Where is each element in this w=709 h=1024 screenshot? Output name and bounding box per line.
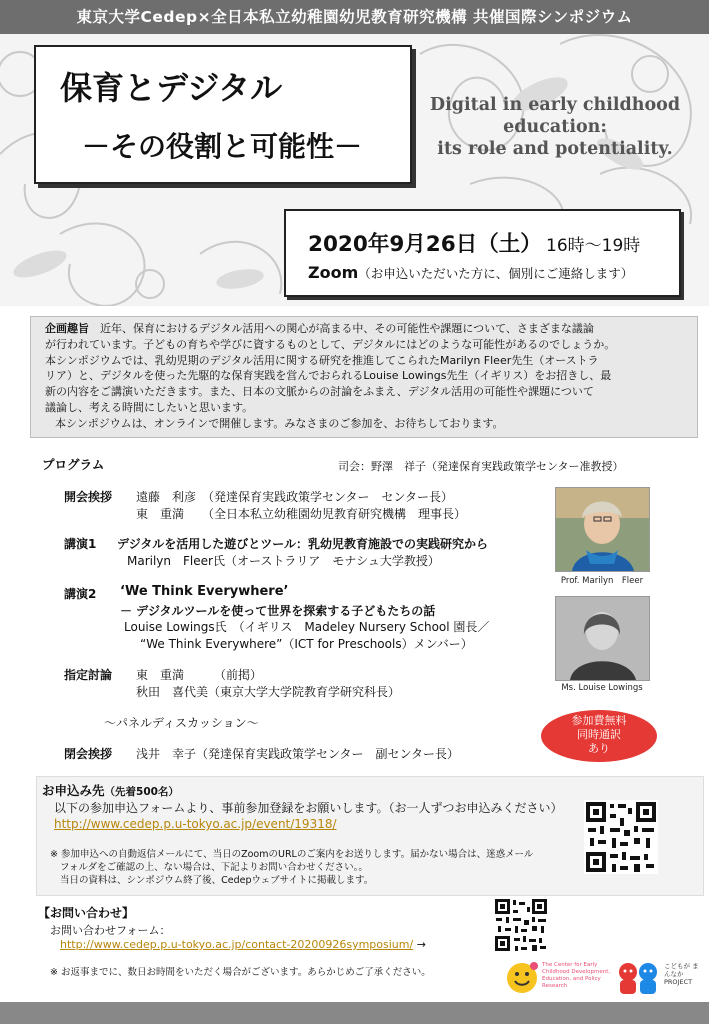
footer-strip xyxy=(0,1002,709,1024)
intro-line: が行われています。子どもの育ちや学びに資するものとして、デジタルにはどのような可能性があるのでしょうか。 xyxy=(45,337,616,351)
top-banner xyxy=(0,0,709,34)
registration-notes xyxy=(50,848,533,887)
registration-link-wrap xyxy=(54,817,337,831)
opening-label: 開会挨拶 xyxy=(64,490,113,504)
intro-line: 本シンポジウムは、オンラインで開催します。みなさまのご参加を、お待ちしております。 xyxy=(55,416,504,430)
talk2-subtitle: － デジタルツールを使って世界を探索する子どもたちの話 xyxy=(120,604,436,618)
contact-form-label: お問い合わせフォーム： xyxy=(50,924,171,937)
contact-qr-code[interactable] xyxy=(494,898,548,952)
english-title-line2: education: xyxy=(503,117,607,137)
registration-note: フォルダをご確認の上、ない場合は、下記よりお問い合わせください。。 xyxy=(60,862,368,873)
talk1-speaker: Marilyn Fleer氏（オーストラリア モナシュ大学教授） xyxy=(127,554,440,568)
venue-name: Zoom xyxy=(308,263,359,282)
intro-line: 新の内容をご講演いただきます。また、日本の文脈からの討論をふまえ、デジタル活用の可能性や課題について xyxy=(45,385,594,399)
registration-title: お申込み先 xyxy=(42,783,105,798)
talk2-title: ‘We Think Everywhere’ xyxy=(120,584,289,599)
fleer-portrait xyxy=(556,488,649,571)
banner-text: 東京大学Cedep×全日本私立幼稚園幼児教育研究機構 共催国際シンポジウム xyxy=(76,8,633,26)
date-box xyxy=(284,209,681,297)
registration-note: 当日の資料は、シンポジウム終了後、Cedepウェブサイトに掲載します。 xyxy=(60,875,374,886)
contact-heading: 【お問い合わせ】 xyxy=(38,906,135,920)
talk1-label: 講演1 xyxy=(64,537,97,551)
badge-line: 同時通訳 xyxy=(577,728,621,741)
opening-line-2: 東 重満 （全日本私立幼稚園幼児教育研究機構 理事長） xyxy=(136,507,467,521)
contact-link-wrap xyxy=(60,938,426,951)
discussion-label: 指定討論 xyxy=(64,668,113,682)
english-title-line3: its role and potentiality. xyxy=(437,139,673,159)
cedep-logo xyxy=(504,958,614,998)
talk2-speaker-2: “We Think Everywhere”（ICT for Preschools）メンバー） xyxy=(140,637,473,651)
registration-instruction: 以下の参加申込フォームより、事前参加登録をお願いします。（お一人ずつお申込みください） xyxy=(54,801,563,815)
discussion-line-1: 東 重満 （前掲） xyxy=(136,668,263,682)
discussion-line-2: 秋田 喜代美（東京大学大学院教育学研究科長） xyxy=(136,685,401,699)
registration-link[interactable]: http://www.cedep.p.u-tokyo.ac.jp/event/19318/ xyxy=(54,817,337,831)
intro-line: リア）と、デジタルを使った先駆的な保育実践を営んでおられるLouise Lowings先生（イギリス）をお招きし、最 xyxy=(45,369,612,383)
panel-discussion: ～パネルディスカッション～ xyxy=(104,716,259,730)
intro-line: 議論し、考える時間にしたいと思います。 xyxy=(45,400,254,414)
english-title-line1: Digital in early childhood xyxy=(429,95,681,115)
fleer-photo xyxy=(555,487,650,572)
qr-code-icon xyxy=(584,800,658,874)
venue-note: （お申込いただいた方に、個別にご連絡します） xyxy=(358,266,634,281)
children-logo-icon xyxy=(614,960,662,996)
lowings-caption: Ms. Louise Lowings xyxy=(561,683,643,693)
registration-capacity: （先着500名） xyxy=(104,786,179,798)
registration-note: ※ 参加申込への自動返信メールにて、当日のZoomのURLのご案内をお送りします。届かない場合は、迷惑メール xyxy=(50,849,534,860)
arrow-right-icon: → xyxy=(416,938,426,951)
lowings-portrait xyxy=(556,597,649,680)
qr-code-icon xyxy=(494,898,548,952)
program-heading: プログラム xyxy=(42,457,105,472)
talk2-label: 講演2 xyxy=(64,587,97,601)
contact-link[interactable]: http://www.cedep.p.u-tokyo.ac.jp/contact-20200926symposium/ xyxy=(60,938,414,951)
closing-label: 閉会挨拶 xyxy=(64,747,113,761)
intro-line: 本シンポジウムでは、乳幼児期のデジタル活用に関する研究を推進してこられたMarilyn Fleer先生（オーストラ xyxy=(45,353,599,367)
intro-label: 企画趣旨 xyxy=(45,322,89,335)
registration-qr-code[interactable] xyxy=(584,800,658,874)
registration-heading xyxy=(42,781,179,799)
free-badge xyxy=(541,710,657,762)
event-time: 16時～19時 xyxy=(546,236,641,256)
event-date: 2020年9月26日（土） xyxy=(308,232,542,257)
opening-line-1: 遠藤 利彦 （発達保育実践政策学センター センター長） xyxy=(136,490,454,504)
lowings-photo xyxy=(555,596,650,681)
project-logo xyxy=(614,958,704,998)
page-subtitle: －その役割と可能性－ xyxy=(82,130,363,163)
english-title xyxy=(420,94,690,160)
title-box xyxy=(34,45,412,184)
event-venue xyxy=(308,263,633,282)
closing-line-1: 浅井 幸子（発達保育実践政策学センター 副センター長） xyxy=(136,747,460,761)
cedep-logo-text: The Center for Early Childhood Development, Education, and Policy Research xyxy=(542,962,611,989)
talk2-speaker-1: Louise Lowings氏 （イギリス Madeley Nursery School 園長／ xyxy=(124,620,490,634)
contact-note: ※ お返事までに、数日お時間をいただく場合がございます。あらかじめご了承ください。 xyxy=(50,967,431,978)
page-title: 保育とデジタル xyxy=(60,69,283,107)
cedep-logo-icon xyxy=(504,960,540,996)
intro-line: 近年、保育におけるデジタル活用への関心が高まる中、その可能性や課題について、さまざまな議論 xyxy=(100,322,594,335)
fleer-caption: Prof. Marilyn Fleer xyxy=(560,576,644,586)
intro-text xyxy=(45,321,689,432)
moderator: 司会：野澤 祥子（発達保育実践政策学センター准教授） xyxy=(338,460,624,473)
intro-box xyxy=(30,316,698,438)
badge-line: あり xyxy=(588,742,610,755)
project-logo-text: こどもが まんなか PROJECT xyxy=(664,962,699,986)
badge-line: 参加費無料 xyxy=(571,714,627,727)
talk1-title: デジタルを活用した遊びとツール：乳幼児教育施設での実践研究から xyxy=(117,537,489,551)
